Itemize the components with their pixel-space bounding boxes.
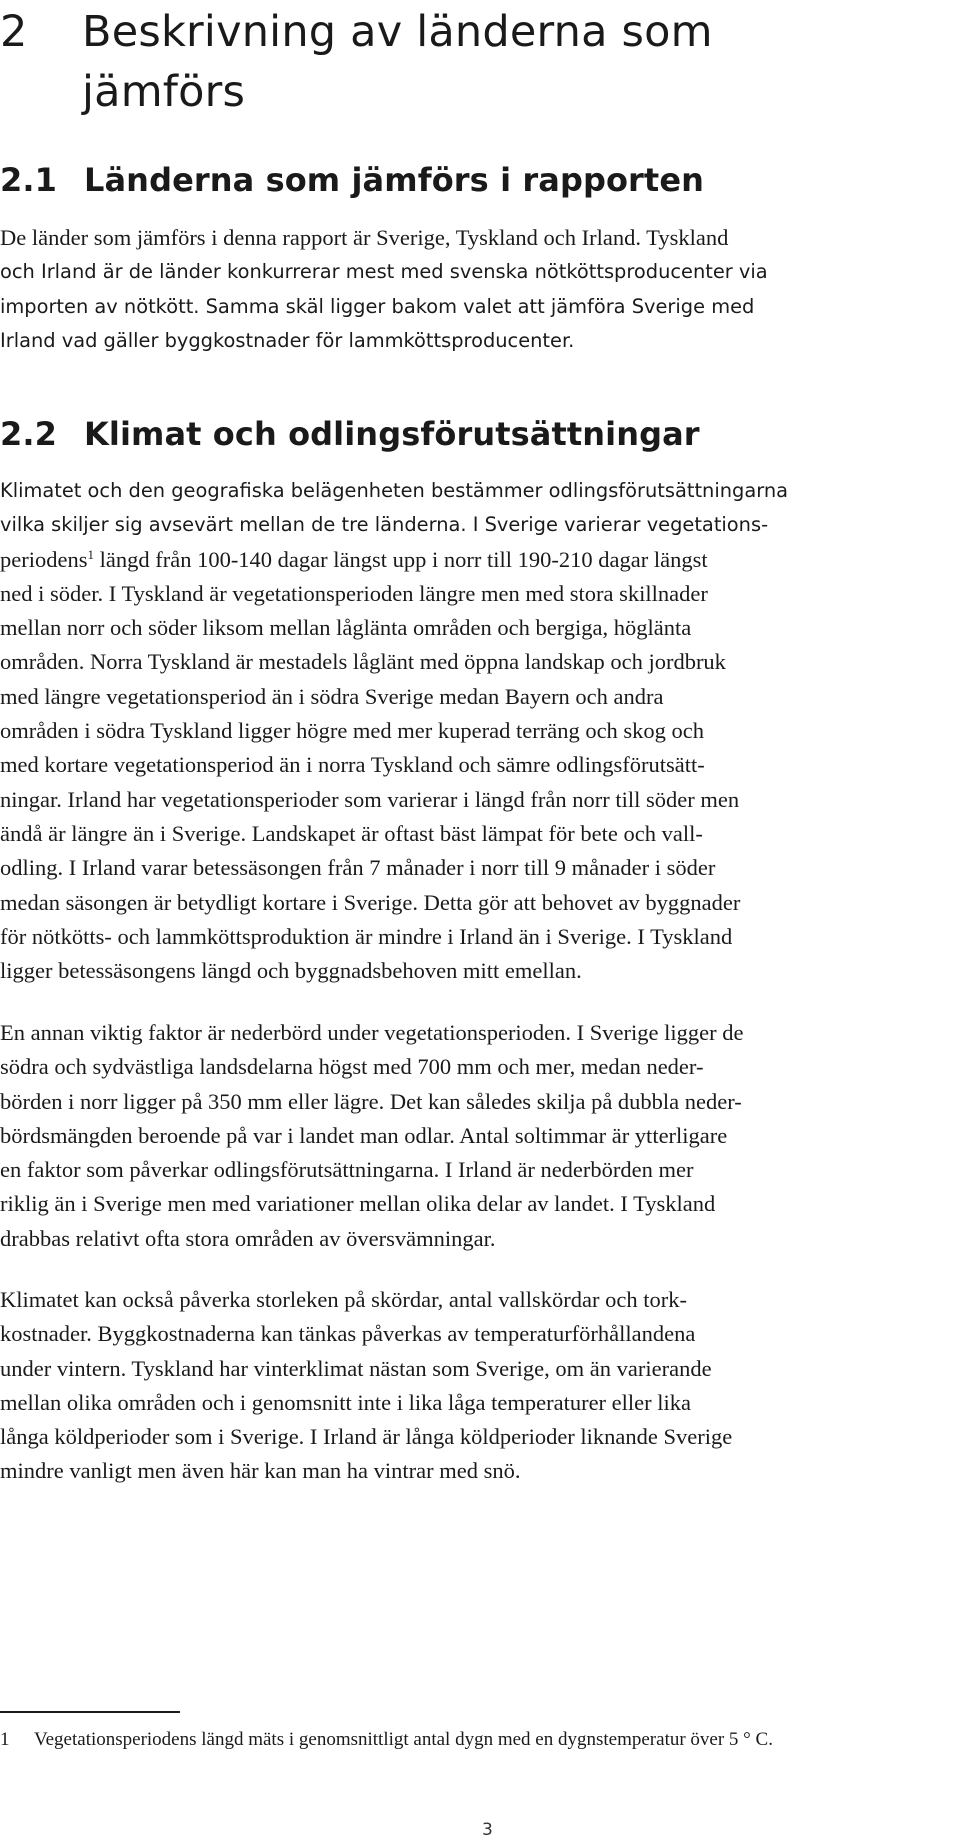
text-line: för nötkötts- och lammköttsproduktion är mindre i Irland än i Sverige. I Tyskland bbox=[0, 923, 733, 949]
text-line: ändå är längre än i Sverige. Landskapet är oftast bäst lämpat för bete och vall- bbox=[0, 820, 703, 846]
section-title: Klimat och odlingsförutsättningar bbox=[84, 415, 700, 453]
text-line: mellan norr och söder liksom mellan låglänta områden och bergiga, höglänta bbox=[0, 615, 692, 641]
text-line bbox=[0, 543, 928, 577]
section-heading-2-1 bbox=[0, 160, 704, 200]
text-line: södra och sydvästliga landsdelarna högst med 700 mm och mer, medan neder- bbox=[0, 1054, 704, 1080]
text-fragment: periodens bbox=[0, 546, 88, 572]
text-line: och Irland är de länder konkurrerar mest med svenska nötköttsproducenter via bbox=[0, 260, 768, 284]
text-line: riklig än i Sverige men med variationer mellan olika delar av landet. I Tyskland bbox=[0, 1191, 716, 1217]
section-number: 2.2 bbox=[0, 415, 57, 453]
text-line: områden i södra Tyskland ligger högre med mer kuperad terräng och skog och bbox=[0, 718, 705, 744]
text-line: mindre vanligt men även här kan man ha vintrar med snö. bbox=[0, 1458, 521, 1484]
section-number: 2.1 bbox=[0, 161, 57, 199]
footnote-text: Vegetationsperiodens längd mäts i genomsnittligt antal dygn med en dygnstemperatur över 5 ° C. bbox=[34, 1729, 773, 1750]
text-line: Klimatet kan också påverka storleken på skördar, antal vallskördar och tork- bbox=[0, 1287, 687, 1312]
text-line: med längre vegetationsperiod än i södra Sverige medan Bayern och andra bbox=[0, 683, 664, 709]
footnote-reference[interactable]: 1 bbox=[87, 546, 94, 562]
text-line: En annan viktig faktor är nederbörd under vegetationsperioden. I Sverige ligger de bbox=[0, 1020, 744, 1045]
text-line: drabbas relativt ofta stora områden av översvämningar. bbox=[0, 1225, 496, 1251]
chapter-heading bbox=[0, 2, 940, 122]
section-heading-2-2 bbox=[0, 414, 700, 454]
text-line: importen av nötkött. Samma skäl ligger bakom valet att jämföra Sverige med bbox=[0, 294, 755, 318]
text-line: under vintern. Tyskland har vinterklimat nästan som Sverige, om än varierande bbox=[0, 1355, 712, 1381]
text-line: odling. I Irland varar betessäsongen från 7 månader i norr till 9 månader i söder bbox=[0, 855, 716, 881]
text-line: bördsmängden beroende på var i landet man odlar. Antal soltimmar är ytterligare bbox=[0, 1122, 728, 1148]
text-line: mellan olika områden och i genomsnitt inte i lika låga temperaturer eller lika bbox=[0, 1389, 692, 1415]
text-line: med kortare vegetationsperiod än i norra Tyskland och sämre odlingsförutsätt- bbox=[0, 752, 705, 778]
text-fragment: längd från 100-140 dagar längst upp i norr till 190-210 dagar längst bbox=[99, 546, 708, 572]
text-line: börden i norr ligger på 350 mm eller lägre. Det kan således skilja på dubbla neder- bbox=[0, 1088, 742, 1114]
text-line: De länder som jämförs i denna rapport är Sverige, Tyskland och Irland. Tyskland bbox=[0, 225, 729, 250]
text-line: områden. Norra Tyskland är mestadels låglänt med öppna landskap och jordbruk bbox=[0, 649, 726, 675]
text-line: långa köldperioder som i Sverige. I Irland är långa köldperioder liknande Sverige bbox=[0, 1424, 733, 1450]
text-line: en faktor som påverkar odlingsförutsättningarna. I Irland är nederbörden mer bbox=[0, 1157, 694, 1183]
text-line: Klimatet och den geografiska belägenheten bestämmer odlingsförutsättningarna bbox=[0, 479, 789, 502]
text-line: vilka skiljer sig avsevärt mellan de tre länderna. I Sverige varierar vegetations- bbox=[0, 513, 769, 537]
text-line: ligger betessäsongens längd och byggnadsbehoven mitt emellan. bbox=[0, 958, 582, 984]
chapter-title: Beskrivning av länderna som jämförs bbox=[82, 7, 713, 117]
footnote-divider bbox=[0, 1711, 180, 1713]
text-line: kostnader. Byggkostnaderna kan tänkas påverkas av temperaturförhållandena bbox=[0, 1321, 696, 1347]
text-line: medan säsongen är betydligt kortare i Sverige. Detta gör att behovet av byggnader bbox=[0, 889, 741, 915]
paragraph-countries bbox=[0, 221, 928, 358]
paragraph-winter bbox=[0, 1283, 928, 1489]
footnote-number: 1 bbox=[0, 1729, 10, 1750]
page-number: 3 bbox=[482, 1820, 493, 1840]
text-line: Irland vad gäller byggkostnader för lammköttsproducenter. bbox=[0, 328, 575, 352]
text-line: ned i söder. I Tyskland är vegetationsperioden längre men med stora skillnader bbox=[0, 580, 708, 606]
paragraph-precipitation bbox=[0, 1016, 928, 1256]
paragraph-climate bbox=[0, 474, 928, 988]
chapter-number: 2 bbox=[0, 7, 28, 57]
text-line: ningar. Irland har vegetationsperioder som varierar i längd från norr till söder men bbox=[0, 786, 740, 812]
footnote bbox=[0, 1726, 940, 1754]
section-title: Länderna som jämförs i rapporten bbox=[84, 161, 705, 199]
